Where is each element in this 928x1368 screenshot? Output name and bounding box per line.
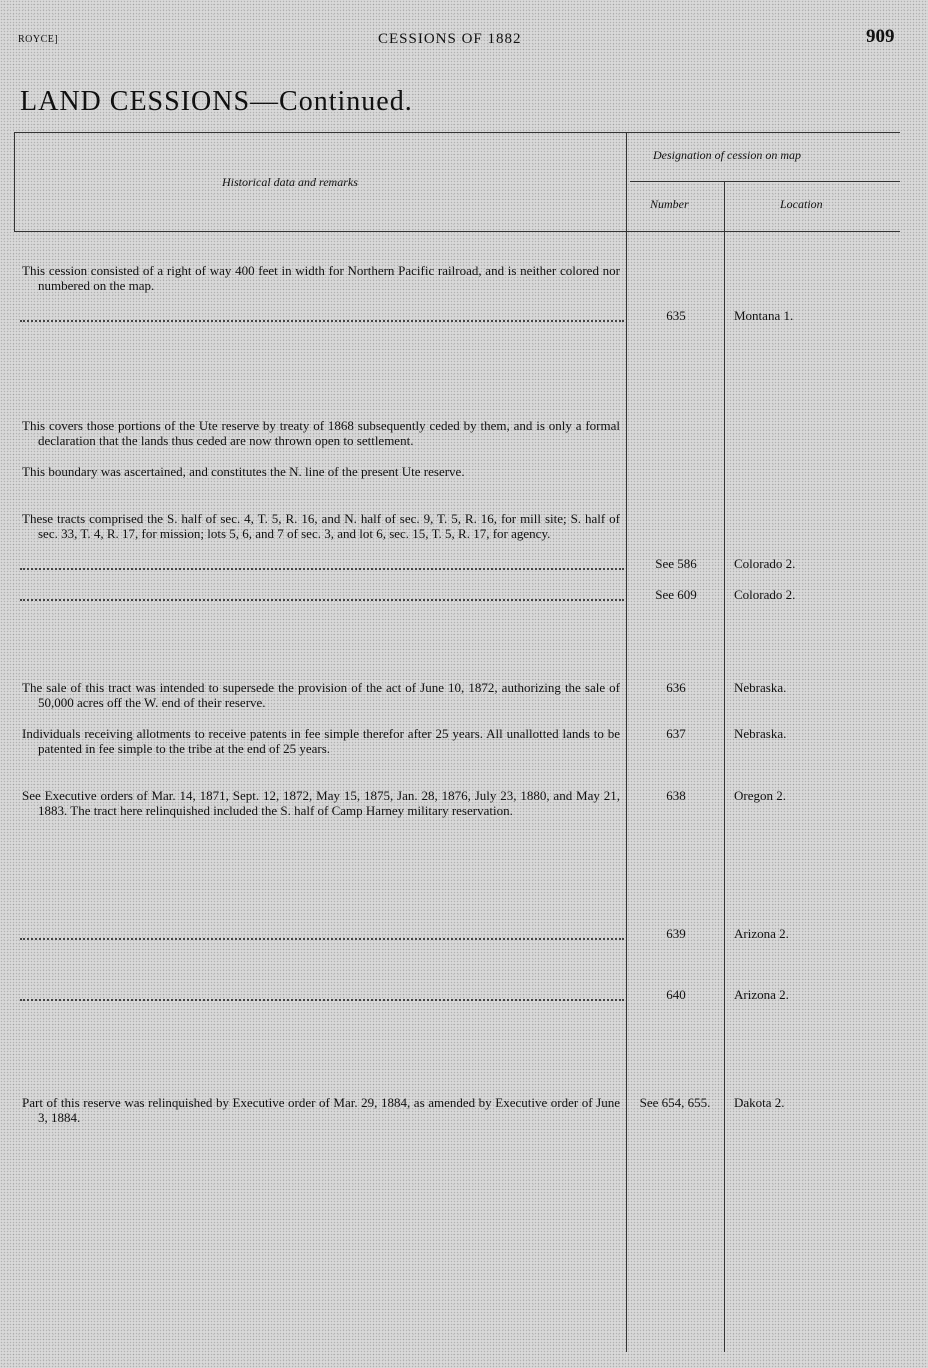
remark-paragraph: This cession consisted of a right of way 400 feet in width for Northern Pacific railroad, and is neither colored nor numbered on the map.: [22, 263, 620, 293]
cession-location: Arizona 2.: [734, 926, 789, 941]
column-heading-number: Number: [650, 197, 689, 211]
dotted-leader: [20, 568, 624, 570]
column-heading-remarks: Historical data and remarks: [222, 175, 358, 189]
dotted-leader: [20, 938, 624, 940]
designation-subhead-rule: [630, 181, 900, 182]
cession-number: See 654, 655.: [639, 1095, 711, 1110]
cession-number: 636: [666, 680, 686, 695]
dotted-leader: [20, 599, 624, 601]
remark-paragraph: Part of this reserve was relinquished by Executive order of Mar. 29, 1884, as amended by Executive order of June 3, 1884.: [22, 1095, 620, 1125]
column-heading-location: Location: [780, 197, 823, 211]
cession-number: 635: [666, 308, 686, 323]
cession-number: 638: [666, 788, 686, 803]
page-number: 909: [866, 26, 895, 47]
cession-location: Montana 1.: [734, 308, 794, 323]
cession-location: Nebraska.: [734, 680, 787, 695]
cession-location: Colorado 2.: [734, 587, 796, 602]
remark-paragraph: These tracts comprised the S. half of sec. 4, T. 5, R. 16, and N. half of sec. 9, T. 5, R. 16, for mill site; S. half of sec. 33, T. 4, R. 17, for mission; lots 5, 6, and 7 of sec. 3, and lot 6, sec. 15, T. 5, R. 17, for agency.: [22, 511, 620, 541]
cession-location: Oregon 2.: [734, 788, 786, 803]
dotted-leader: [20, 320, 624, 322]
number-column-rule: [724, 182, 725, 1352]
cession-number: 640: [666, 987, 686, 1002]
cession-location: Colorado 2.: [734, 556, 796, 571]
table-top-rule: [14, 132, 900, 133]
author-running-head: ROYCE]: [18, 34, 59, 45]
running-title: CESSIONS OF 1882: [378, 31, 522, 47]
header-bottom-rule: [14, 231, 900, 232]
remark-paragraph: This covers those portions of the Ute reserve by treaty of 1868 subsequently ceded by them, and is only a formal declaration that the lands thus ceded are now thrown open to settlement.: [22, 418, 620, 448]
cession-number: 639: [666, 926, 686, 941]
cession-location: Arizona 2.: [734, 987, 789, 1002]
column-heading-designation: Designation of cession on map: [653, 148, 801, 162]
remark-paragraph: See Executive orders of Mar. 14, 1871, Sept. 12, 1872, May 15, 1875, Jan. 28, 1876, July 23, 1880, and May 21, 1883. The tract here relinquished included the S. half of Camp Harney military reservation.: [22, 788, 620, 818]
remark-paragraph: Individuals receiving allotments to receive patents in fee simple therefor after 25 years. All unallotted lands to be patented in fee simple to the tribe at the end of 25 years.: [22, 726, 620, 756]
remark-paragraph: This boundary was ascertained, and constitutes the N. line of the present Ute reserve.: [22, 464, 465, 479]
remarks-column-rule: [626, 132, 627, 1352]
table-left-rule: [14, 132, 15, 232]
remark-paragraph: The sale of this tract was intended to supersede the provision of the act of June 10, 1872, authorizing the sale of 50,000 acres off the W. end of their reserve.: [22, 680, 620, 710]
page-title: LAND CESSIONS—Continued.: [20, 86, 413, 117]
cession-location: Dakota 2.: [734, 1095, 785, 1110]
cession-location: Nebraska.: [734, 726, 787, 741]
cession-number: See 609: [655, 587, 697, 602]
cession-number: 637: [666, 726, 686, 741]
dotted-leader: [20, 999, 624, 1001]
cession-number: See 586: [655, 556, 697, 571]
